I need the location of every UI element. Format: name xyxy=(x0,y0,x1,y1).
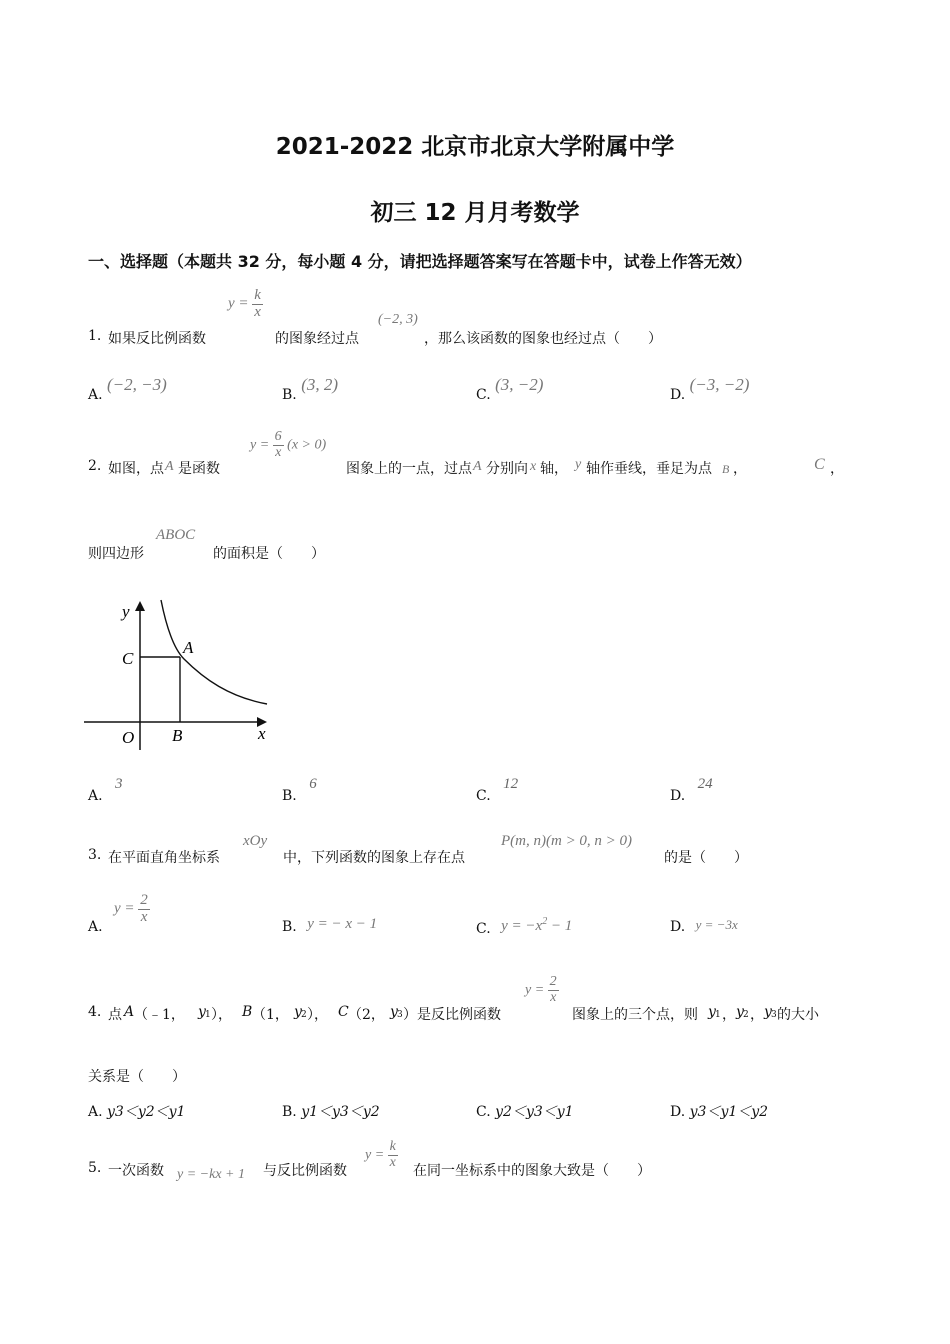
question-4-line2: 关系是（ ） xyxy=(88,1069,186,1085)
option-a[interactable]: A. 3 xyxy=(88,776,123,804)
math-expression: y = $\frac{2}{x}$ xyxy=(525,974,557,1005)
option-a[interactable]: A. (−2, −3) xyxy=(88,375,167,403)
math-expression: y = $\frac{k}{x}$ xyxy=(228,287,261,320)
option-b[interactable]: B. y1＜y3＜y2 xyxy=(282,1104,380,1120)
question-number: 2. xyxy=(88,458,102,474)
option-b[interactable]: B. (3, 2) xyxy=(282,375,339,403)
question-number: 5. xyxy=(88,1160,102,1176)
y-label: y xyxy=(122,602,130,621)
page-title: 2021-2022 北京市北京大学附属中学 xyxy=(275,134,675,160)
section-heading: 一、选择题（本题共 32 分，每小题 4 分，请把选择题答案写在答题卡中，试卷上作答无效） xyxy=(88,252,752,271)
o-label: O xyxy=(122,728,135,747)
math-expression: y = $\frac{k}{x}$ xyxy=(365,1139,396,1170)
a-label: A xyxy=(183,638,194,657)
option-d[interactable]: D. 24 xyxy=(670,776,713,804)
page-subtitle: 初三 12 月月考数学 xyxy=(370,200,580,226)
option-c[interactable]: C. 12 xyxy=(476,776,519,804)
hyperbola-figure xyxy=(84,595,284,755)
hyperbola-curve xyxy=(161,600,267,704)
option-d[interactable]: D. y3＜y1＜y2 xyxy=(670,1104,769,1120)
x-label: x xyxy=(258,724,266,743)
math-expression: y = $\frac{6}{x}$ (x > 0) xyxy=(250,429,327,460)
b-label: B xyxy=(172,726,183,745)
option-b[interactable]: B. 6 xyxy=(282,776,317,804)
y-axis-arrow xyxy=(135,601,145,611)
question-text: 如果反比例函数 xyxy=(108,331,206,347)
option-b[interactable]: B. y = − x − 1 xyxy=(282,916,378,935)
option-d[interactable]: D. y = −3x xyxy=(670,917,738,935)
question-text: 的图象经过点 xyxy=(275,331,359,347)
option-c[interactable]: C. y2＜y3＜y1 xyxy=(476,1104,574,1120)
question-number: 3. xyxy=(88,847,102,863)
question-number: 1. xyxy=(88,328,102,344)
question-number: 4. xyxy=(88,1004,102,1020)
option-c[interactable]: C. (3, −2) xyxy=(476,375,544,403)
math-expression: (−2, 3) xyxy=(378,312,418,327)
question-text: ，那么该函数的图象也经过点（ ） xyxy=(424,331,662,347)
option-c[interactable]: C. $y = -x^2 - 1$ xyxy=(476,916,573,937)
option-a[interactable]: A. y3＜y2＜y1 xyxy=(88,1104,186,1120)
c-label: C xyxy=(122,649,134,668)
option-d[interactable]: D. (−3, −2) xyxy=(670,375,750,403)
